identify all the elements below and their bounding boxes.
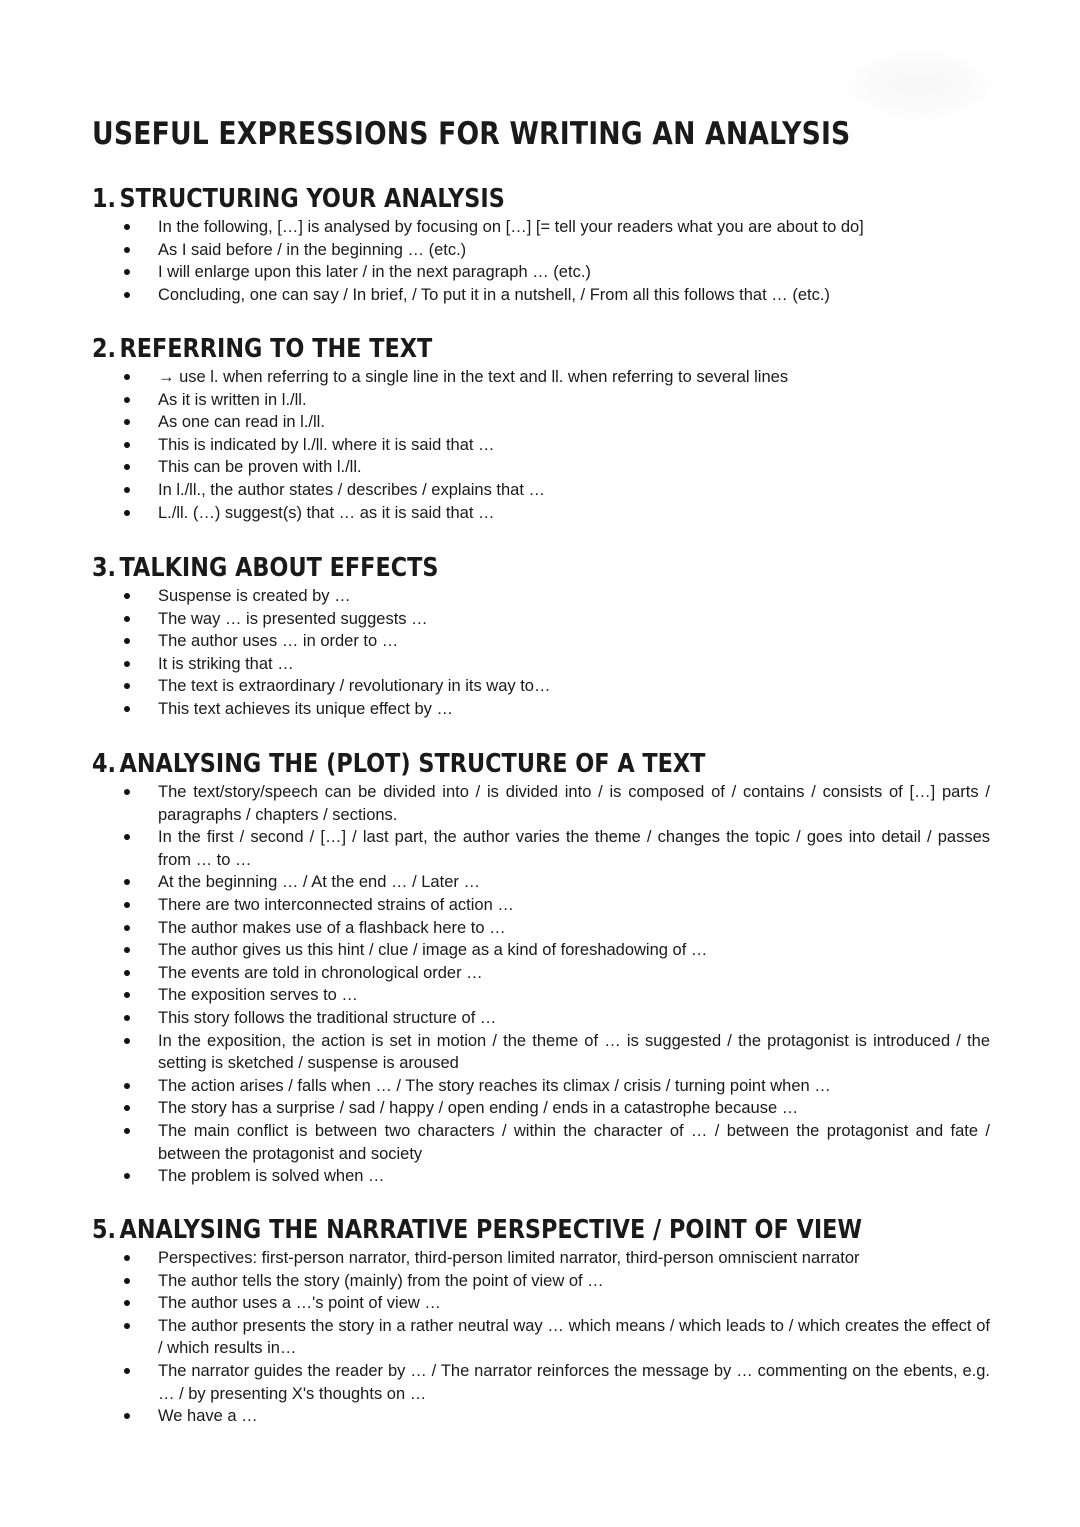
section-heading xyxy=(92,747,866,781)
list-item: The story has a surprise / sad / happy / open ending / ends in a catastrophe because … xyxy=(158,1097,992,1120)
bullet-icon xyxy=(124,419,130,425)
page-title: USEFUL EXPRESSIONS FOR WRITING AN ANALYSIS xyxy=(92,116,851,152)
section-number: 3. xyxy=(92,553,117,583)
list-item: The way … is presented suggests … xyxy=(158,608,992,631)
list-item: The author presents the story in a rather neutral way … which means / which leads to / which creates the effect of / which results in… xyxy=(158,1315,992,1360)
list-item: This can be proven with l./ll. xyxy=(158,456,992,479)
list-item: The events are told in chronological order … xyxy=(158,962,992,985)
bullet-icon xyxy=(124,661,130,667)
list-item: In l./ll., the author states / describes / explains that … xyxy=(158,479,992,502)
section-heading xyxy=(92,1213,866,1247)
section-number: 2. xyxy=(92,334,117,364)
bullet-icon xyxy=(124,1105,130,1111)
list-item: Suspense is created by … xyxy=(158,585,992,608)
list-item: The text/story/speech can be divided into / is divided into / is composed of / contains / consists of […] parts / paragraphs / chapters / sections. xyxy=(158,781,992,826)
bullet-icon xyxy=(124,1015,130,1021)
section-heading xyxy=(92,182,866,216)
list-item: Perspectives: first-person narrator, third-person limited narrator, third-person omniscient narrator xyxy=(158,1247,992,1270)
bullet-icon xyxy=(124,879,130,885)
section-number: 5. xyxy=(92,1215,117,1245)
bullet-icon xyxy=(124,1278,130,1284)
list-item: The text is extraordinary / revolutionary in its way to… xyxy=(158,675,992,698)
section-number: 4. xyxy=(92,749,117,779)
list-item: As one can read in l./ll. xyxy=(158,411,992,434)
bullet-icon xyxy=(124,1323,130,1329)
section-plot-structure xyxy=(92,747,992,1188)
list-item: I will enlarge upon this later / in the next paragraph … (etc.) xyxy=(158,261,992,284)
expression-list xyxy=(92,366,992,524)
list-item: → use l. when referring to a single line in the text and ll. when referring to several lines xyxy=(158,366,992,389)
list-item: The author uses a …'s point of view … xyxy=(158,1292,992,1315)
bullet-icon xyxy=(124,292,130,298)
bullet-icon xyxy=(124,593,130,599)
list-item: The author tells the story (mainly) from the point of view of … xyxy=(158,1270,992,1293)
expression-list xyxy=(92,781,992,1188)
bullet-icon xyxy=(124,616,130,622)
list-item: As I said before / in the beginning … (etc.) xyxy=(158,239,992,262)
section-referring xyxy=(92,332,992,524)
list-item: In the exposition, the action is set in motion / the theme of … is suggested / the protagonist is introduced / the setting is sketched / suspense is aroused xyxy=(158,1030,992,1075)
bullet-icon xyxy=(124,247,130,253)
bullet-icon xyxy=(124,1300,130,1306)
list-item: The narrator guides the reader by … / The narrator reinforces the message by … commenting on the ebents, e.g. … / by presenting X's thoughts on … xyxy=(158,1360,992,1405)
bullet-icon xyxy=(124,683,130,689)
bullet-icon xyxy=(124,902,130,908)
list-item: We have a … xyxy=(158,1405,992,1428)
section-title: ANALYSING THE NARRATIVE PERSPECTIVE / POINT OF VIEW xyxy=(119,1215,863,1245)
bullet-icon xyxy=(124,970,130,976)
bullet-icon xyxy=(124,638,130,644)
expression-list xyxy=(92,585,992,721)
list-item: In the first / second / […] / last part, the author varies the theme / changes the topic / goes into detail / passes from … to … xyxy=(158,826,992,871)
expression-list xyxy=(92,216,992,306)
bullet-icon xyxy=(124,1255,130,1261)
bullet-icon xyxy=(124,397,130,403)
bullet-icon xyxy=(124,269,130,275)
bullet-icon xyxy=(124,1368,130,1374)
list-item: Concluding, one can say / In brief, / To put it in a nutshell, / From all this follows that … (etc.) xyxy=(158,284,992,307)
section-effects xyxy=(92,551,992,721)
list-item: This story follows the traditional structure of … xyxy=(158,1007,992,1030)
list-item: This text achieves its unique effect by … xyxy=(158,698,992,721)
list-item: It is striking that … xyxy=(158,653,992,676)
bullet-icon xyxy=(124,224,130,230)
section-title: TALKING ABOUT EFFECTS xyxy=(119,553,439,583)
bullet-icon xyxy=(124,789,130,795)
list-item: The author gives us this hint / clue / image as a kind of foreshadowing of … xyxy=(158,939,992,962)
list-item: The exposition serves to … xyxy=(158,984,992,1007)
bullet-icon xyxy=(124,464,130,470)
list-item: The author makes use of a flashback here to … xyxy=(158,917,992,940)
section-title: ANALYSING THE (PLOT) STRUCTURE OF A TEXT xyxy=(119,749,706,779)
section-heading xyxy=(92,551,866,585)
bullet-icon xyxy=(124,1413,130,1419)
bullet-icon xyxy=(124,374,130,380)
bullet-icon xyxy=(124,442,130,448)
section-narrative-perspective xyxy=(92,1213,992,1428)
section-title: STRUCTURING YOUR ANALYSIS xyxy=(119,184,505,214)
list-item: This is indicated by l./ll. where it is said that … xyxy=(158,434,992,457)
section-structuring xyxy=(92,182,992,306)
list-item: There are two interconnected strains of action … xyxy=(158,894,992,917)
bullet-icon xyxy=(124,992,130,998)
bullet-icon xyxy=(124,1083,130,1089)
list-item: The author uses … in order to … xyxy=(158,630,992,653)
list-item: The problem is solved when … xyxy=(158,1165,992,1188)
bullet-icon xyxy=(124,947,130,953)
page-smudge xyxy=(846,50,992,120)
section-title: REFERRING TO THE TEXT xyxy=(119,334,433,364)
list-item: In the following, […] is analysed by focusing on […] [= tell your readers what you are about to do] xyxy=(158,216,992,239)
bullet-icon xyxy=(124,706,130,712)
bullet-icon xyxy=(124,487,130,493)
expression-list xyxy=(92,1247,992,1428)
section-heading xyxy=(92,332,866,366)
list-item: The action arises / falls when … / The story reaches its climax / crisis / turning point when … xyxy=(158,1075,992,1098)
bullet-icon xyxy=(124,1038,130,1044)
list-item: L./ll. (…) suggest(s) that … as it is said that … xyxy=(158,502,992,525)
list-item: At the beginning … / At the end … / Later … xyxy=(158,871,992,894)
bullet-icon xyxy=(124,1128,130,1134)
list-item: As it is written in l./ll. xyxy=(158,389,992,412)
bullet-icon xyxy=(124,925,130,931)
bullet-icon xyxy=(124,510,130,516)
bullet-icon xyxy=(124,1173,130,1179)
section-number: 1. xyxy=(92,184,117,214)
bullet-icon xyxy=(124,834,130,840)
list-item: The main conflict is between two characters / within the character of … / between the protagonist and fate / between the protagonist and society xyxy=(158,1120,992,1165)
